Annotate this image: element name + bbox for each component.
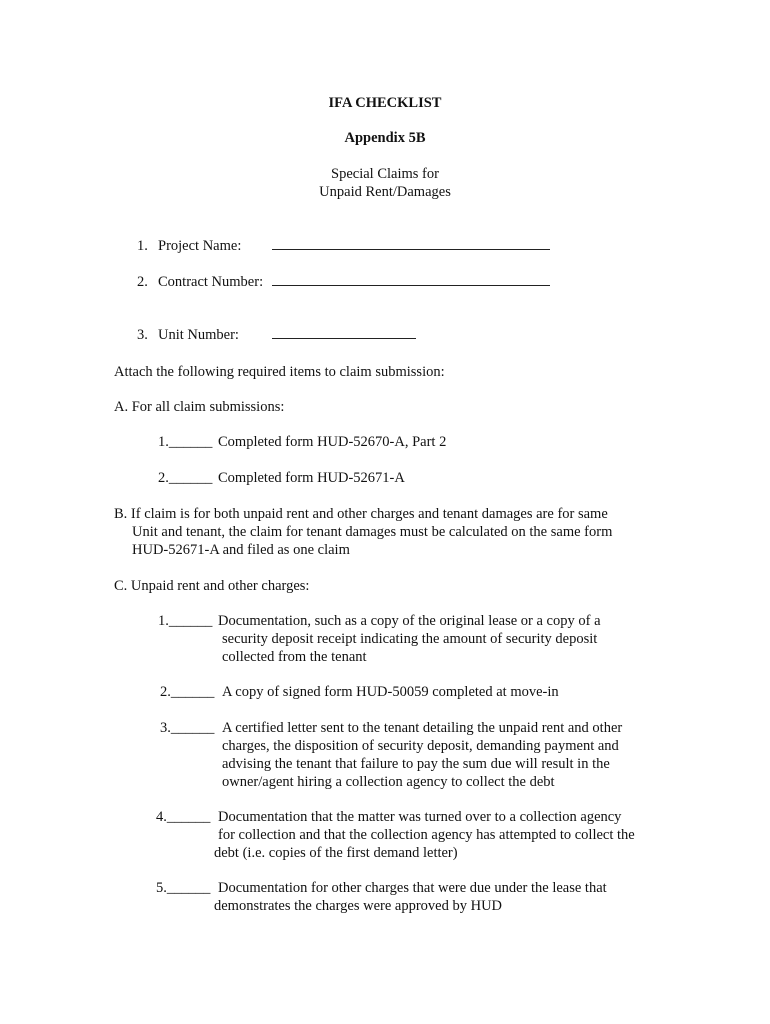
section-c-item-3-line-3: advising the tenant that failure to pay the sum due will result in the	[222, 756, 610, 772]
section-b-line-2: Unit and tenant, the claim for tenant damages must be calculated on the same form	[132, 524, 613, 540]
subtitle-line-1: Special Claims for	[331, 166, 439, 182]
section-c-heading: C. Unpaid rent and other charges:	[114, 578, 310, 594]
section-c-item-3-line-2: charges, the disposition of security deposit, demanding payment and	[222, 738, 619, 754]
field-project-name-number: 1.	[137, 238, 148, 254]
section-c-item-3-number: 3.______	[160, 720, 215, 736]
section-c-item-1-line-1: Documentation, such as a copy of the original lease or a copy of a	[218, 613, 601, 629]
section-c-item-4-line-2: for collection and that the collection agency has attempted to collect the	[218, 827, 635, 843]
section-c-item-4-number: 4.______	[156, 809, 211, 825]
section-c-item-3-line-1: A certified letter sent to the tenant detailing the unpaid rent and other	[222, 720, 623, 736]
section-c-item-5-line-2: demonstrates the charges were approved by HUD	[214, 898, 503, 914]
section-c-item-5-number: 5.______	[156, 880, 211, 896]
section-b-line-1: B. If claim is for both unpaid rent and other charges and tenant damages are for same	[114, 506, 608, 522]
appendix-label: Appendix 5B	[344, 130, 426, 146]
field-contract-number-number: 2.	[137, 274, 148, 290]
instructions-text: Attach the following required items to claim submission:	[114, 364, 445, 380]
section-c-item-1-line-3: collected from the tenant	[222, 649, 367, 665]
section-a-item-2-number: 2.______	[158, 470, 213, 486]
section-a-heading: A. For all claim submissions:	[114, 399, 285, 415]
section-c-item-2-line-1: A copy of signed form HUD-50059 completed at move-in	[222, 684, 559, 700]
field-contract-number-label: Contract Number:	[158, 274, 264, 290]
section-a-item-1-number: 1.______	[158, 434, 213, 450]
page-title: IFA CHECKLIST	[328, 95, 442, 111]
section-b-line-3: HUD-52671-A and filed as one claim	[132, 542, 350, 558]
field-unit-number-label: Unit Number:	[158, 327, 239, 343]
section-c-item-4-line-3: debt (i.e. copies of the first demand letter)	[214, 845, 458, 861]
field-project-name-label: Project Name:	[158, 238, 242, 254]
field-unit-number-number: 3.	[137, 327, 148, 343]
section-c-item-4-line-1: Documentation that the matter was turned over to a collection agency	[218, 809, 622, 825]
section-c-item-3-line-4: owner/agent hiring a collection agency to collect the debt	[222, 774, 555, 790]
section-c-item-2-number: 2.______	[160, 684, 215, 700]
subtitle-line-2: Unpaid Rent/Damages	[319, 184, 451, 200]
section-a-item-1-text: Completed form HUD-52670-A, Part 2	[218, 434, 447, 450]
unit-number-input-line[interactable]	[272, 325, 416, 339]
section-c-item-5-line-1: Documentation for other charges that were due under the lease that	[218, 880, 607, 896]
contract-number-input-line[interactable]	[272, 272, 550, 286]
section-c-item-1-number: 1.______	[158, 613, 213, 629]
project-name-input-line[interactable]	[272, 236, 550, 250]
section-a-item-2-text: Completed form HUD-52671-A	[218, 470, 405, 486]
section-c-item-1-line-2: security deposit receipt indicating the amount of security deposit	[222, 631, 598, 647]
